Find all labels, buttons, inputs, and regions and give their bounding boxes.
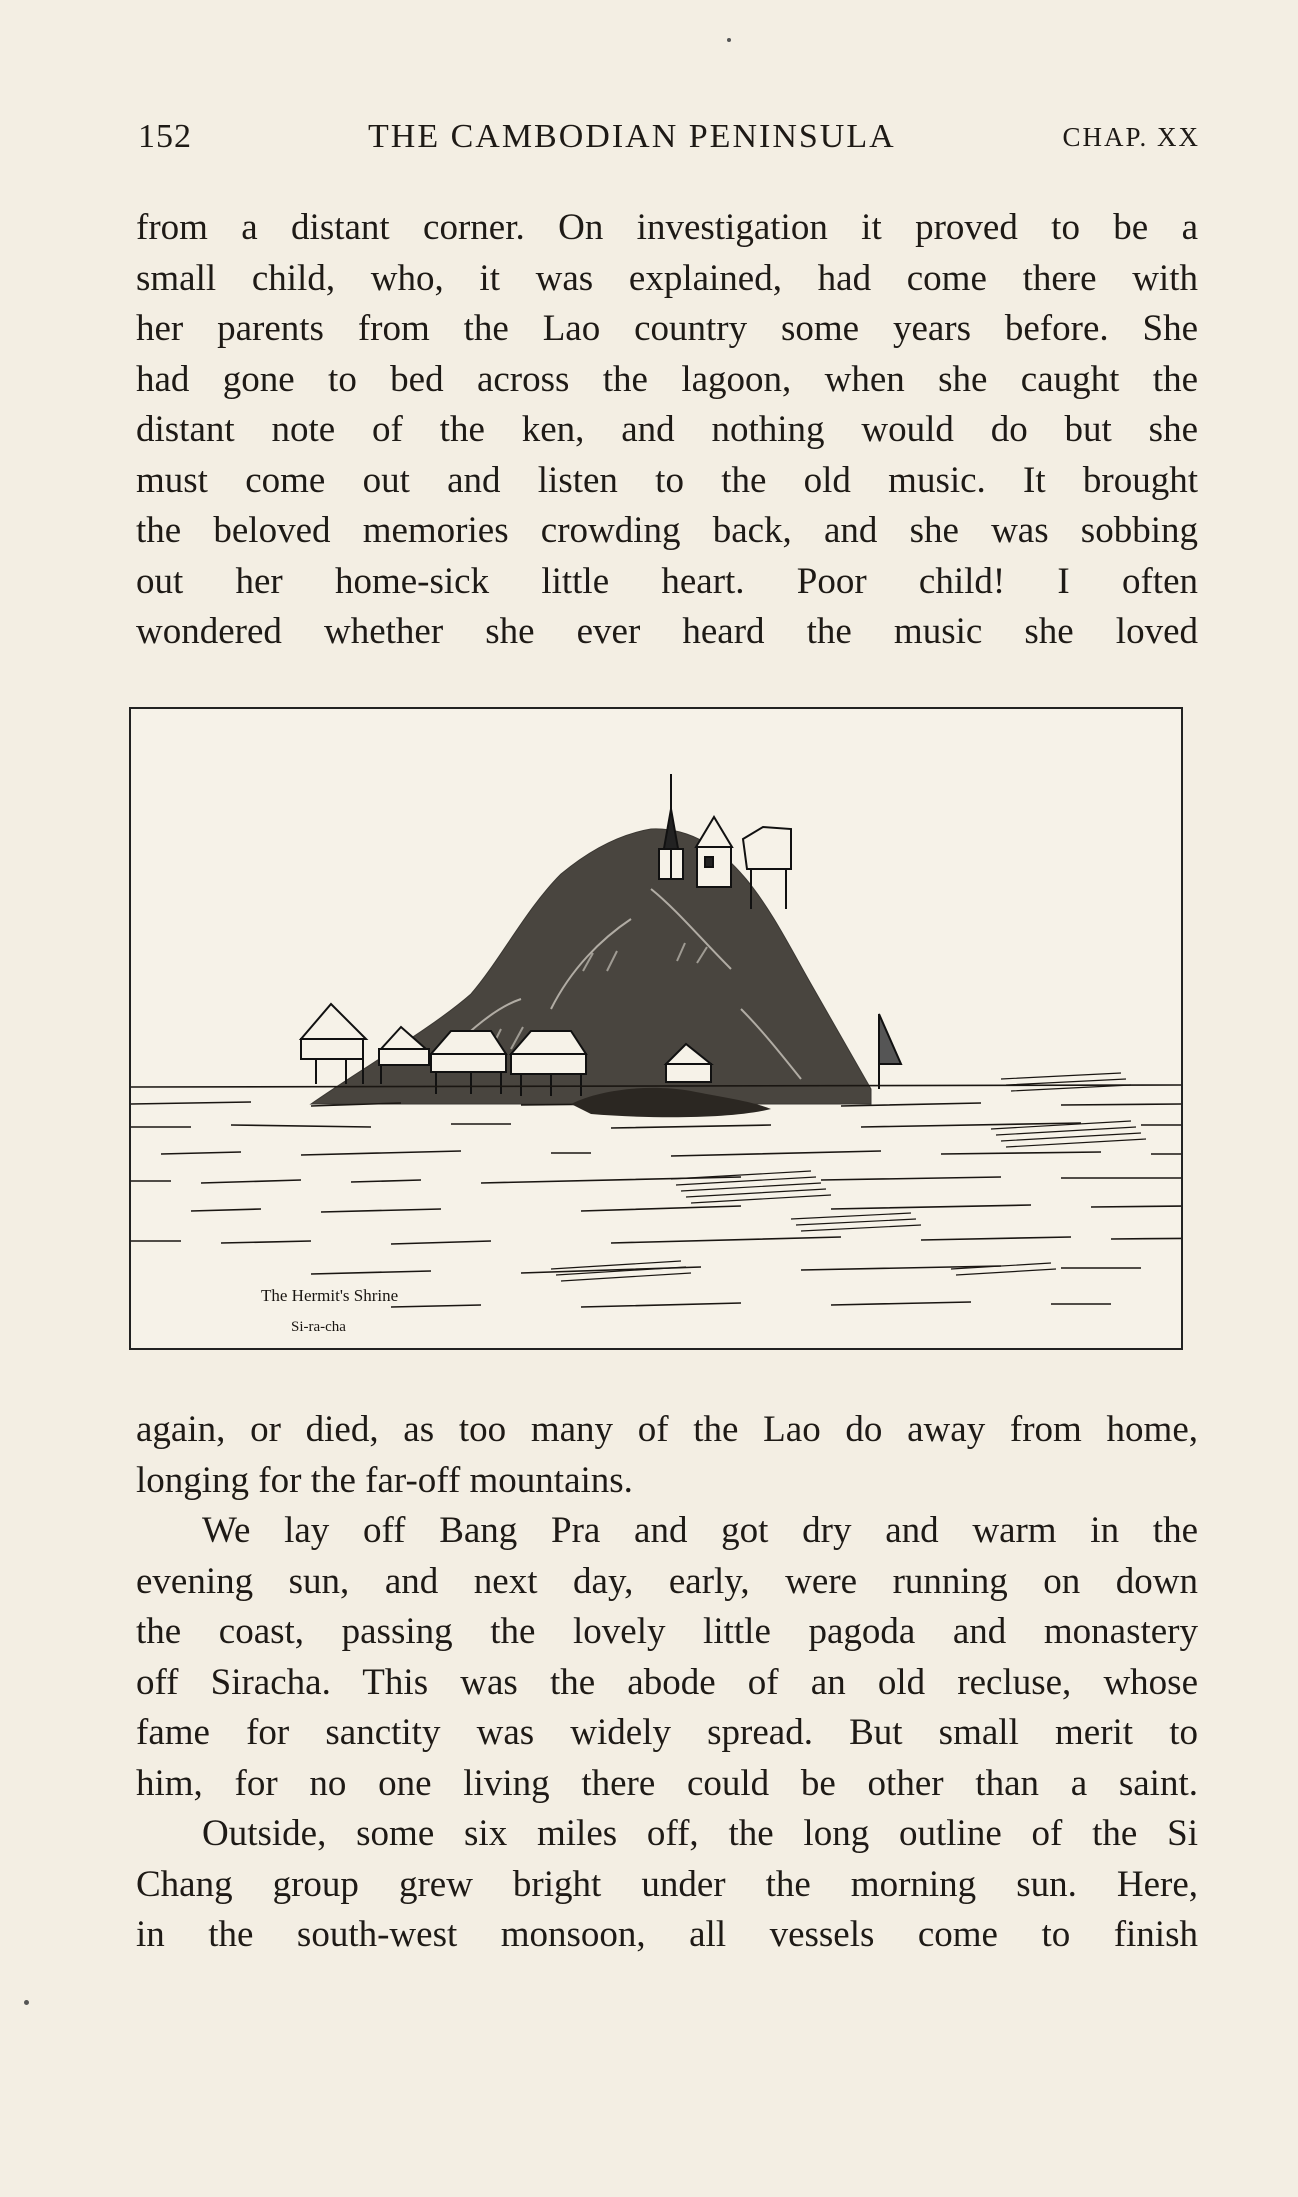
sailboat: [879, 1014, 901, 1089]
text-line: distant note of the ken, and nothing would do but she: [136, 409, 1198, 450]
illustration-hermits-shrine: [129, 707, 1183, 1350]
text-line: must come out and listen to the old music. It brought: [136, 459, 1198, 501]
chapter-label: CHAP. XX: [1062, 122, 1200, 152]
text-line: small child, who, it was explained, had come there with: [136, 257, 1198, 299]
text-line: in the south-west monsoon, all vessels come to finish: [136, 1914, 1198, 1955]
text-line: again, or died, as too many of the Lao do away from home,: [136, 1409, 1198, 1450]
pagoda-spire: [659, 774, 683, 879]
text-line: Outside, some six miles off, the long outline of the Si: [202, 1813, 1198, 1854]
text-line: longing for the far-off mountains.: [136, 1459, 633, 1501]
text-line: from a distant corner. On investigation it proved to be a: [136, 207, 1198, 248]
text-line: We lay off Bang Pra and got dry and warm in the: [202, 1510, 1198, 1551]
running-header: [138, 118, 1200, 162]
running-title: THE CAMBODIAN PENINSULA: [368, 118, 896, 155]
text-line: off Siracha. This was the abode of an old recluse, whose: [136, 1661, 1198, 1703]
paragraph-3: [136, 1506, 1198, 1809]
sea-waves: [131, 1085, 1181, 1307]
text-line: evening sun, and next day, early, were running on down: [136, 1560, 1198, 1602]
text-line: out her home-sick little heart. Poor child! I often: [136, 560, 1198, 602]
text-line: Chang group grew bright under the morning sun. Here,: [136, 1863, 1198, 1905]
ink-speck: [24, 2000, 29, 2005]
text-line: the beloved memories crowding back, and she was sobbing: [136, 510, 1198, 551]
paragraph-4: [136, 1809, 1198, 1961]
text-line: her parents from the Lao country some years before. She: [136, 308, 1198, 349]
page-number: 152: [138, 118, 192, 155]
ink-speck: [727, 38, 731, 42]
signature-line-2: Si-ra-cha: [291, 1319, 346, 1335]
text-line: fame for sanctity was widely spread. But small merit to: [136, 1712, 1198, 1753]
text-line: had gone to bed across the lagoon, when she caught the: [136, 358, 1198, 400]
text-line: the coast, passing the lovely little pagoda and monastery: [136, 1611, 1198, 1652]
paragraph-1: [136, 203, 1198, 658]
text-line: him, for no one living there could be other than a saint.: [136, 1762, 1198, 1804]
signature-line-1: The Hermit's Shrine: [261, 1286, 399, 1305]
text-line: wondered whether she ever heard the music she loved: [136, 611, 1198, 652]
paragraph-2: [136, 1405, 1198, 1506]
artist-signature: [261, 1286, 398, 1335]
